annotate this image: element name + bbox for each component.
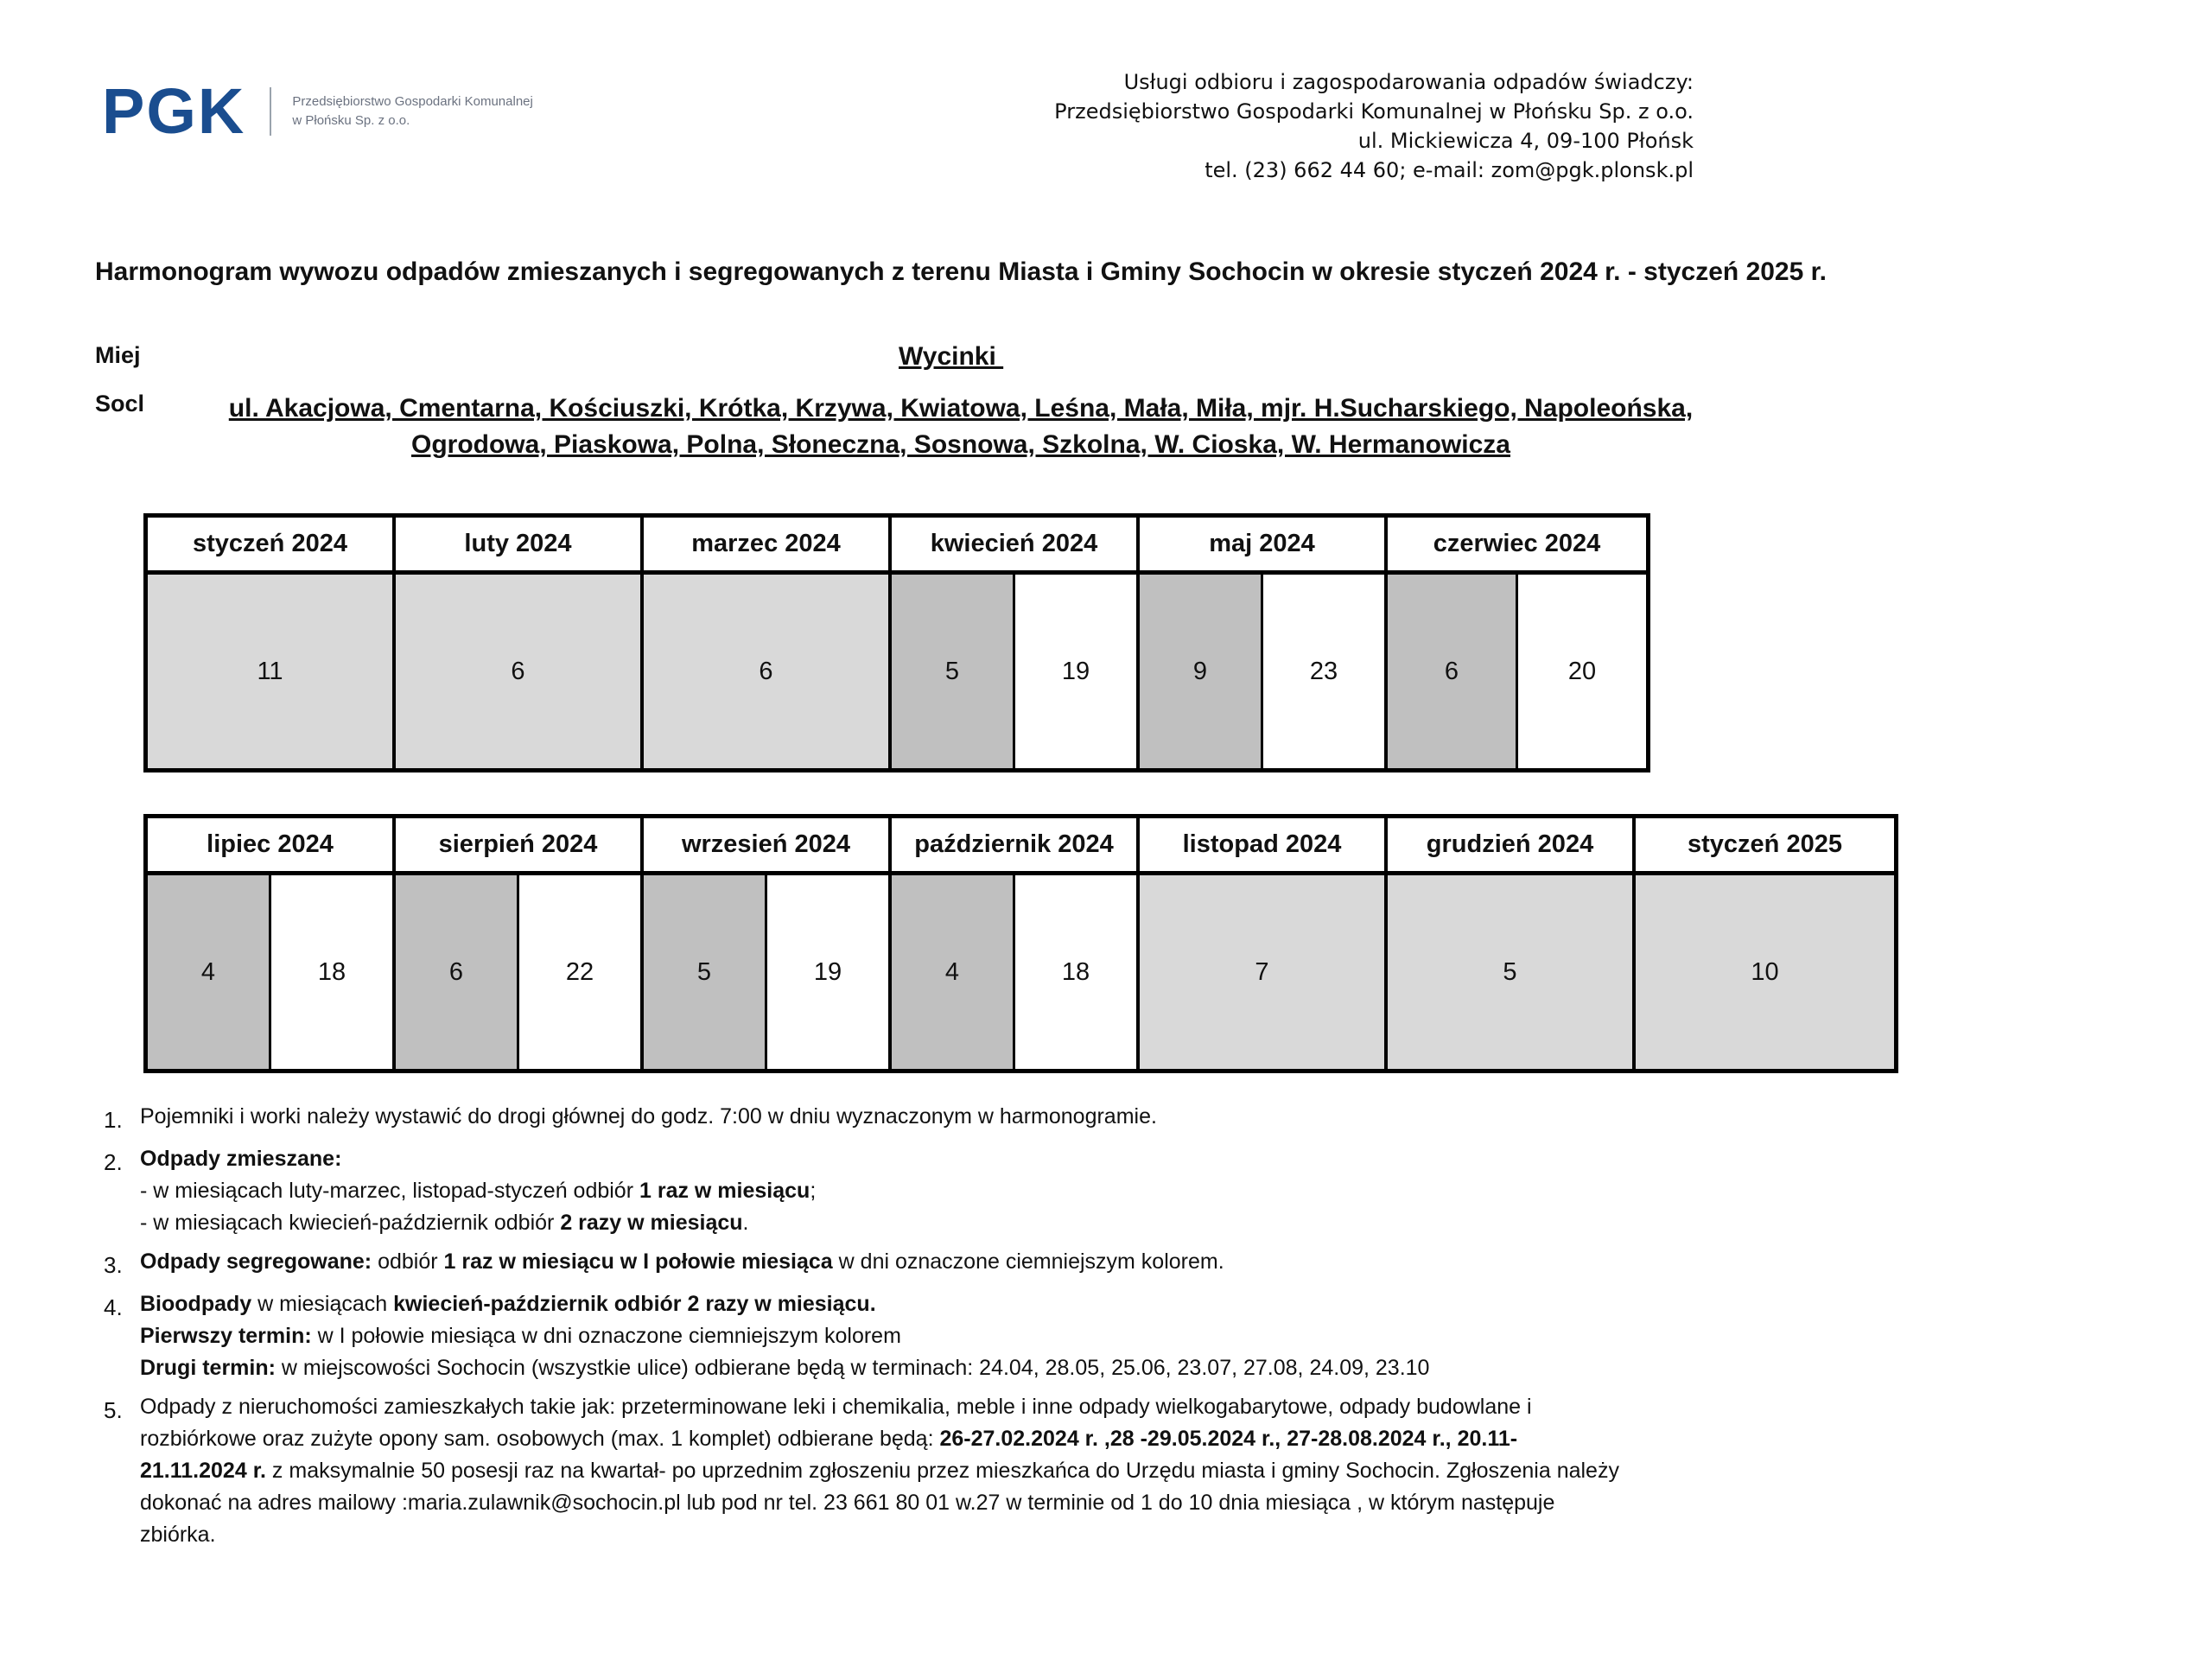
month-header: maj 2024	[1140, 518, 1384, 575]
note-heading: Odpady zmieszane:	[140, 1147, 342, 1171]
collection-day-cell: 10	[1636, 875, 1894, 1069]
month-column	[1388, 818, 1636, 1069]
schedule-table-first-half	[143, 513, 1650, 772]
month-header: październik 2024	[892, 818, 1136, 875]
month-column	[1636, 818, 1894, 1069]
note-text	[140, 1288, 1849, 1384]
note-text-part: odbiór	[372, 1249, 444, 1274]
collection-day-cell: 6	[644, 575, 888, 768]
note-text-part: w dni oznaczone ciemniejszym kolorem.	[832, 1249, 1224, 1274]
collection-day-cell: 22	[517, 875, 640, 1069]
month-header: kwiecień 2024	[892, 518, 1136, 575]
note-item	[104, 1143, 1849, 1239]
note-text-part: dokonać na adres mailowy :maria.zulawnik@sochocin.pl lub pod nr tel. 23 661 80 01 w.27 w terminie od 1 do 10 dnia miesiąca , w którym następuje	[140, 1491, 1555, 1515]
month-column	[1140, 518, 1388, 768]
collection-day-cell: 9	[1140, 575, 1261, 768]
collection-day-cell: 18	[1013, 875, 1136, 1069]
note-emphasis: 1 raz w miesiącu w I połowie miesiąca	[443, 1249, 833, 1274]
note-text-part: w miesiącach	[251, 1292, 394, 1316]
note-item	[104, 1101, 1849, 1136]
month-column	[644, 518, 892, 768]
collection-day-cell: 11	[148, 575, 392, 768]
collection-days	[1388, 875, 1632, 1069]
note-text-part: Odpady z nieruchomości zamieszkałych takie jak: przeterminowane leki i chemikalia, meble i inne odpady wielkogabarytowe, odpady budowlane i	[140, 1395, 1532, 1419]
note-text	[140, 1143, 1849, 1239]
company-logo	[102, 75, 543, 147]
collection-day-cell: 6	[1388, 575, 1516, 768]
note-text-part: .	[742, 1211, 749, 1235]
note-heading: Odpady segregowane:	[140, 1249, 372, 1274]
note-text	[140, 1391, 1849, 1551]
collection-day-cell: 4	[892, 875, 1013, 1069]
month-header: sierpień 2024	[396, 818, 640, 875]
month-header: styczeń 2025	[1636, 818, 1894, 875]
note-text-part: - w miesiącach luty-marzec, listopad-styczeń odbiór	[140, 1179, 639, 1203]
month-header: wrzesień 2024	[644, 818, 888, 875]
collection-days	[892, 875, 1136, 1069]
note-item	[104, 1246, 1849, 1281]
collection-days	[1388, 575, 1646, 768]
note-text-part: zbiórka.	[140, 1523, 216, 1547]
note-emphasis: 1 raz w miesiącu	[639, 1179, 810, 1203]
note-number: 3.	[104, 1252, 123, 1278]
collection-day-cell: 19	[765, 875, 888, 1069]
note-text-part: ;	[810, 1179, 817, 1203]
note-text-part: rozbiórkowe oraz zużyte opony sam. osobowych (max. 1 komplet) odbierane będą:	[140, 1427, 940, 1451]
street-list-line: Ogrodowa, Piaskowa, Polna, Słoneczna, Sosnowa, Szkolna, W. Cioska, W. Hermanowicza	[411, 430, 1510, 459]
logo-subtitle	[292, 92, 543, 130]
collection-day-cell: 5	[892, 575, 1013, 768]
month-header: lipiec 2024	[148, 818, 392, 875]
provider-line: Przedsiębiorstwo Gospodarki Komunalnej w Płońsku Sp. z o.o.	[1054, 99, 1694, 124]
month-header: marzec 2024	[644, 518, 888, 575]
provider-info	[1054, 67, 1694, 185]
note-text-part: w I połowie miesiąca w dni oznaczone ciemniejszym kolorem	[311, 1324, 901, 1348]
note-text-part: w miejscowości Sochocin (wszystkie ulice) odbierane będą w terminach: 24.04, 28.05, 25.06, 23.07, 27.08, 24.09, 23.10	[275, 1356, 1430, 1380]
logo-subtitle-line: w Płońsku Sp. z o.o.	[292, 113, 410, 128]
collection-day-cell: 5	[644, 875, 765, 1069]
collection-day-cell: 23	[1261, 575, 1384, 768]
month-header: luty 2024	[396, 518, 640, 575]
provider-address: ul. Mickiewicza 4, 09-100 Płońsk	[1357, 129, 1694, 153]
note-emphasis: Pierwszy termin:	[140, 1324, 312, 1348]
month-column	[644, 818, 892, 1069]
collection-days	[644, 875, 888, 1069]
month-column	[148, 518, 396, 768]
collection-days	[1140, 875, 1384, 1069]
note-item	[104, 1391, 1849, 1551]
note-number: 4.	[104, 1294, 123, 1320]
month-column	[148, 818, 396, 1069]
month-header: czerwiec 2024	[1388, 518, 1646, 575]
logo-divider	[270, 87, 271, 136]
collection-day-cell: 18	[269, 875, 392, 1069]
collection-day-cell: 6	[396, 575, 640, 768]
collection-day-cell: 20	[1516, 575, 1646, 768]
schedule-table-second-half	[143, 814, 1898, 1073]
month-header: grudzień 2024	[1388, 818, 1632, 875]
month-column	[1388, 518, 1646, 768]
logo-subtitle-line: Przedsiębiorstwo Gospodarki Komunalnej	[292, 94, 533, 109]
place-name: Wycinki	[899, 342, 1004, 371]
note-number: 5.	[104, 1397, 123, 1423]
area-label: Socl	[95, 391, 145, 416]
month-column	[1140, 818, 1388, 1069]
note-heading: Bioodpady	[140, 1292, 252, 1316]
month-column	[892, 518, 1140, 768]
collection-days	[644, 575, 888, 768]
collection-day-cell: 4	[148, 875, 269, 1069]
note-number: 2.	[104, 1149, 123, 1175]
month-header: styczeń 2024	[148, 518, 392, 575]
note-text-part: Pojemniki i worki należy wystawić do drogi głównej do godz. 7:00 w dniu wyznaczonym w harmonogramie.	[140, 1104, 1157, 1128]
note-text-part: - w miesiącach kwiecień-październik odbiór	[140, 1211, 561, 1235]
month-header: listopad 2024	[1140, 818, 1384, 875]
collection-days	[1636, 875, 1894, 1069]
collection-day-cell: 5	[1388, 875, 1632, 1069]
collection-days	[148, 875, 392, 1069]
street-list-line: ul. Akacjowa, Cmentarna, Kościuszki, Krótka, Krzywa, Kwiatowa, Leśna, Mała, Miła, mjr. H.Sucharskiego, Napoleońska,	[228, 394, 1694, 423]
street-list	[192, 391, 1730, 463]
note-emphasis: kwiecień-październik odbiór 2 razy w miesiącu.	[393, 1292, 876, 1316]
collection-days	[148, 575, 392, 768]
note-item	[104, 1288, 1849, 1384]
collection-day-cell: 19	[1013, 575, 1136, 768]
provider-line: Usługi odbioru i zagospodarowania odpadów świadczy:	[1123, 70, 1694, 94]
month-column	[396, 518, 644, 768]
note-text	[140, 1101, 1849, 1136]
collection-day-cell: 6	[396, 875, 517, 1069]
collection-days	[1140, 575, 1384, 768]
locality-label: Miej	[95, 342, 141, 368]
note-number: 1.	[104, 1107, 123, 1133]
month-column	[892, 818, 1140, 1069]
collection-day-cell: 7	[1140, 875, 1384, 1069]
collection-days	[396, 875, 640, 1069]
collection-days	[396, 575, 640, 768]
provider-contact: tel. (23) 662 44 60; e-mail: zom@pgk.plonsk.pl	[1205, 158, 1694, 182]
document-title: Harmonogram wywozu odpadów zmieszanych i segregowanych z terenu Miasta i Gminy Sochocin w okresie styczeń 2024 r. - styczeń 2025 r.	[95, 257, 1827, 286]
note-emphasis: 2 razy w miesiącu	[560, 1211, 743, 1235]
note-emphasis: 26-27.02.2024 r. ,28 -29.05.2024 r., 27-28.08.2024 r., 20.11-	[939, 1427, 1518, 1451]
month-column	[396, 818, 644, 1069]
note-emphasis: 21.11.2024 r.	[140, 1459, 266, 1483]
collection-days	[892, 575, 1136, 768]
notes-list	[104, 1101, 1849, 1558]
note-text	[140, 1246, 1849, 1281]
note-text-part: z maksymalnie 50 posesji raz na kwartał- po uprzednim zgłoszeniu przez mieszkańca do Urzędu miasta i gminy Sochocin. Zgłoszenia należy	[265, 1459, 1619, 1483]
note-emphasis: Drugi termin:	[140, 1356, 276, 1380]
logo-mark: PGK	[102, 75, 246, 147]
